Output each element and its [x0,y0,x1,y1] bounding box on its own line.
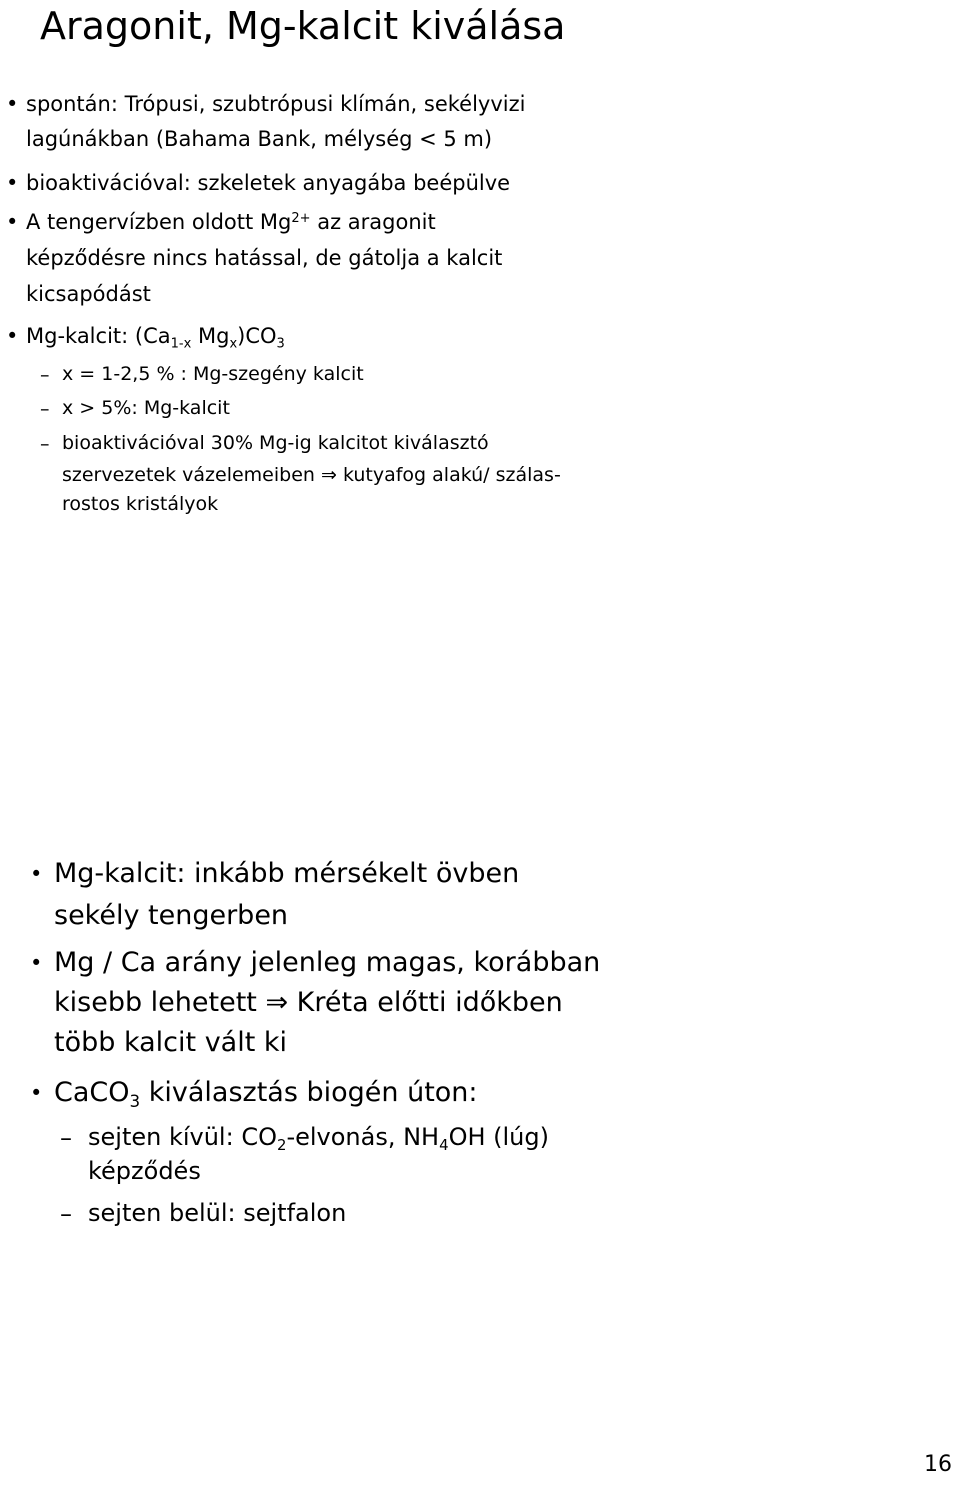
text-mg-ca-line2 [54,987,563,1018]
formula-part-mid1: Mg [191,324,230,348]
text-sejten-kivul-post: OH (lúg) [448,1123,549,1151]
formula-sub-2: x [229,336,238,352]
text-bioaktivacio-30-line3: rostos kristályok [62,493,219,515]
text-spontan-line1: spontán: Trópusi, szubtrópusi klímán, sekélyvizi [26,92,526,116]
superscript-charge: 2+ [291,210,311,226]
implies-arrow-icon: ⇒ [320,464,337,486]
dash-sejten-kivul: – [60,1124,72,1152]
bullet-spontan: • [6,92,19,116]
text-tengerviz-post: az aragonit [310,210,436,234]
text-caco3 [54,1077,478,1111]
bullet-mg-kalcit: • [6,324,19,348]
dash-x-high: – [40,398,50,420]
dash-bioaktivacio-30: – [40,433,50,455]
formula-sub-3: 3 [276,336,285,352]
text-bioaktivacio-30-post: kutyafog alakú/ szálas- [336,464,561,486]
text-bioaktivacio-30-line1: bioaktivációval 30% Mg-ig kalcitot kiválasztó [62,432,489,454]
formula-part-pre: Mg-kalcit: (Ca [26,324,171,348]
bullet-caco3: • [30,1081,43,1105]
bullet-mg-ca-arany: • [30,951,43,975]
text-sejten-kivul-line1 [88,1124,549,1154]
text-sejten-kivul-mid: -elvonás, NH [286,1123,440,1151]
implies-arrow-icon: ⇒ [265,987,289,1018]
text-mg-ca-line1: Mg / Ca arány jelenleg magas, korábban [54,947,601,978]
text-sejten-kivul-pre: sejten kívül: CO [88,1123,277,1151]
text-mg-ca-post: Kréta előtti időkben [288,987,563,1018]
text-mg-kalcit-formula [26,324,285,353]
text-spontan-line2: lagúnákban (Bahama Bank, mélység < 5 m) [26,127,493,151]
text-sejten-belul: sejten belül: sejtfalon [88,1199,347,1227]
page-number: 16 [924,1452,952,1477]
text-bioaktivacio-30-pre: szervezetek vázelemeiben [62,464,321,486]
text-mg-ca-pre: kisebb lehetett [54,987,266,1018]
bullet-bioaktivacio: • [6,171,19,195]
formula-part-mid2: )CO [237,324,277,348]
formula-sub-1: 1-x [170,336,192,352]
text-bioaktivacio: bioaktivációval: szkeletek anyagába beépülve [26,171,511,195]
text-mersekelt-line1: Mg-kalcit: inkább mérsékelt övben [54,858,520,889]
text-caco3-post: kiválasztás biogén úton: [140,1077,478,1108]
bullet-tengerviz: • [6,210,19,234]
formula-sub-caco3: 3 [129,1090,141,1111]
formula-sub-nh4: 4 [439,1136,449,1155]
text-mersekelt-line2: sekély tengerben [54,900,289,931]
formula-sub-co2: 2 [276,1136,287,1155]
text-tengerviz-pre: A tengervízben oldott Mg [26,210,292,234]
text-x-high: x > 5%: Mg-kalcit [62,397,230,419]
text-tengerviz-line1 [26,210,436,234]
text-x-low: x = 1-2,5 % : Mg-szegény kalcit [62,363,364,385]
bullet-mersekelt: • [30,862,43,886]
text-sejten-kivul-line2: képződés [88,1157,201,1185]
text-tengerviz-line2: képződésre nincs hatással, de gátolja a kalcit [26,246,503,270]
text-mg-ca-line3: több kalcit vált ki [54,1027,288,1058]
page-title: Aragonit, Mg-kalcit kiválása [40,4,566,48]
dash-x-low: – [40,364,50,386]
text-tengerviz-line3: kicsapódást [26,282,151,306]
dash-sejten-belul: – [60,1200,72,1228]
text-bioaktivacio-30-line2 [62,465,561,487]
text-caco3-pre: CaCO [54,1077,130,1108]
